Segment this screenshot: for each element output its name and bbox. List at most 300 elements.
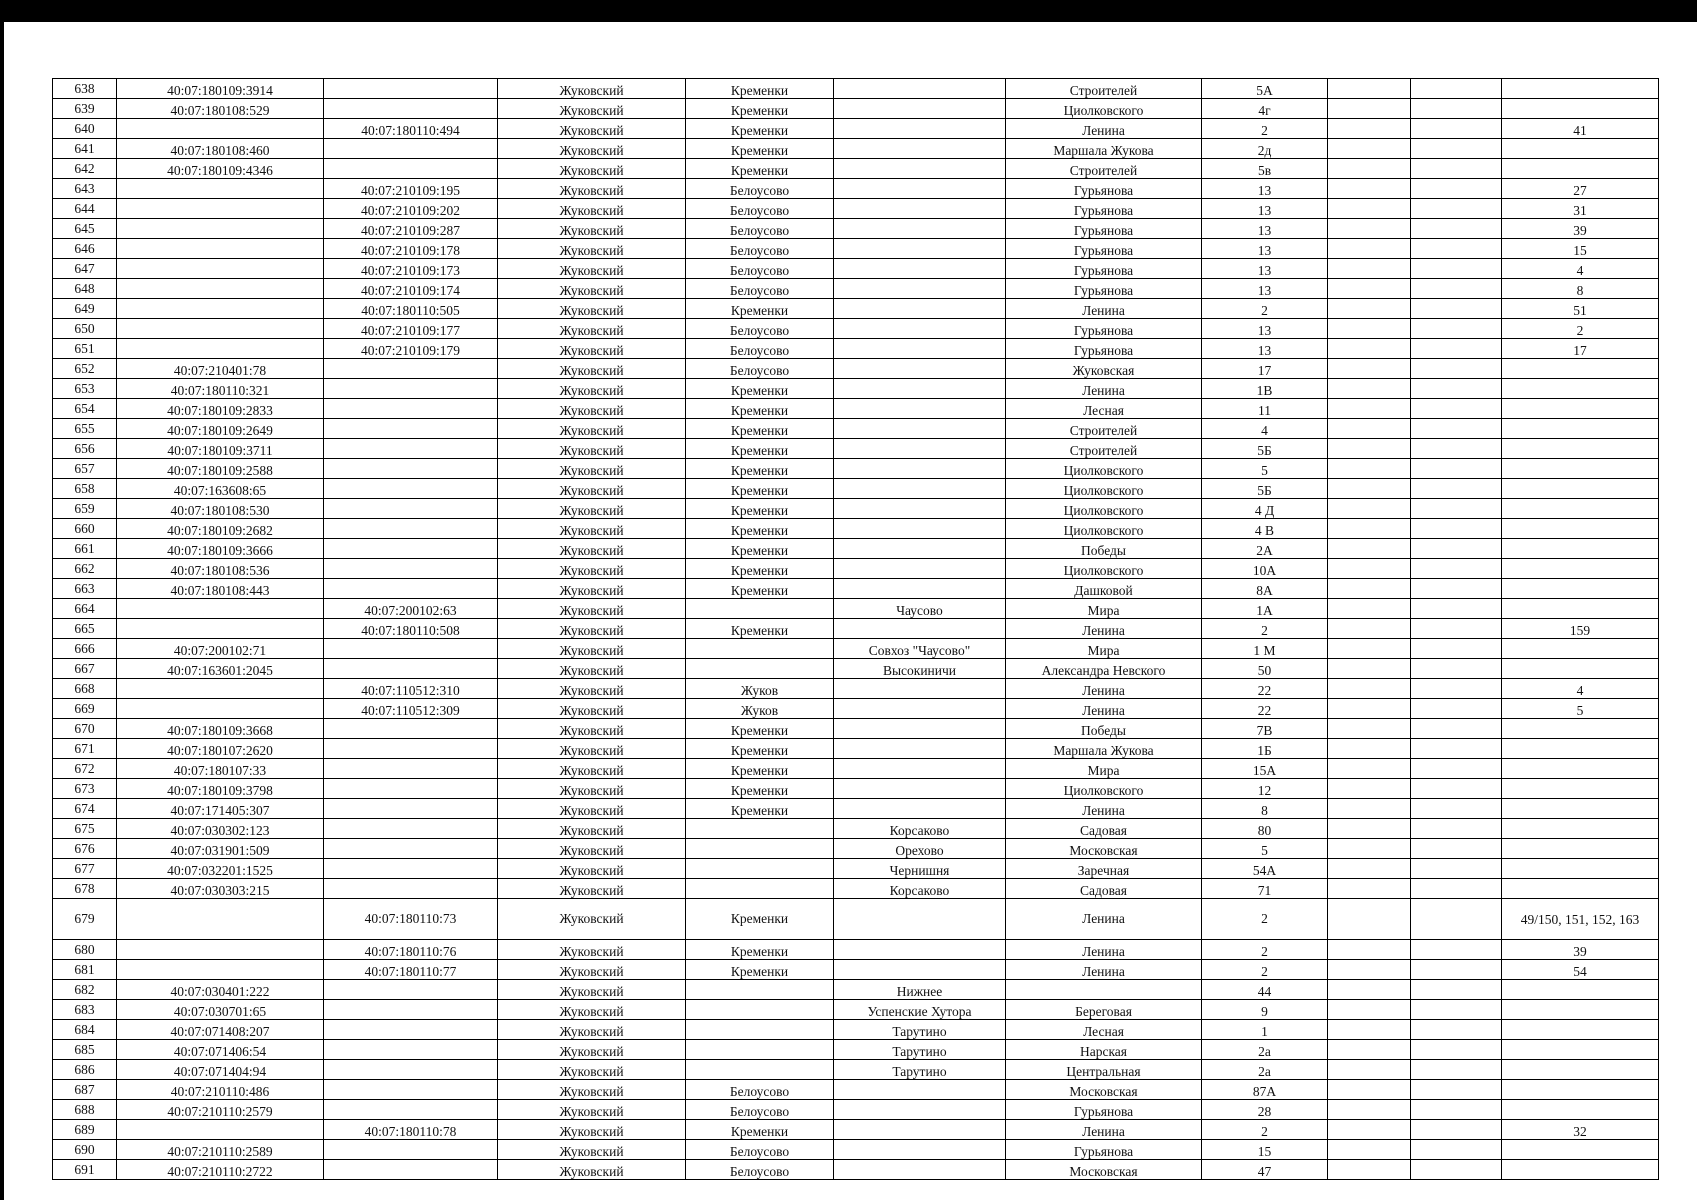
street-cell: Ленина — [1006, 299, 1202, 319]
cadastral-number-premises-cell: 40:07:180110:508 — [324, 619, 498, 639]
col-10-cell — [1411, 839, 1502, 859]
apartment-number-cell — [1502, 519, 1659, 539]
row-number-cell: 665 — [53, 619, 117, 639]
house-number-cell: 15 — [1202, 1140, 1328, 1160]
row-number-cell: 677 — [53, 859, 117, 879]
col-9-cell — [1328, 79, 1411, 99]
locality-cell — [834, 940, 1006, 960]
settlement-cell — [686, 599, 834, 619]
district-cell: Жуковский — [498, 960, 686, 980]
table-row — [53, 159, 1659, 179]
street-cell: Ленина — [1006, 679, 1202, 699]
house-number-cell: 71 — [1202, 879, 1328, 899]
district-cell: Жуковский — [498, 759, 686, 779]
row-number-cell: 675 — [53, 819, 117, 839]
apartment-number-cell — [1502, 1040, 1659, 1060]
street-cell: Садовая — [1006, 819, 1202, 839]
apartment-number-cell — [1502, 79, 1659, 99]
house-number-cell: 5 — [1202, 839, 1328, 859]
row-number-cell: 676 — [53, 839, 117, 859]
district-cell: Жуковский — [498, 699, 686, 719]
apartment-number-cell: 4 — [1502, 259, 1659, 279]
locality-cell: Успенские Хутора — [834, 1000, 1006, 1020]
cadastral-number-premises-cell: 40:07:210109:202 — [324, 199, 498, 219]
apartment-number-cell — [1502, 499, 1659, 519]
table-row — [53, 419, 1659, 439]
col-10-cell — [1411, 1100, 1502, 1120]
col-9-cell — [1328, 379, 1411, 399]
table-row — [53, 1160, 1659, 1180]
col-10-cell — [1411, 179, 1502, 199]
locality-cell — [834, 899, 1006, 940]
street-cell: Ленина — [1006, 899, 1202, 940]
street-cell: Лесная — [1006, 1020, 1202, 1040]
settlement-cell — [686, 639, 834, 659]
street-cell: Гурьянова — [1006, 1100, 1202, 1120]
house-number-cell: 7В — [1202, 719, 1328, 739]
apartment-number-cell — [1502, 1160, 1659, 1180]
settlement-cell: Кременки — [686, 399, 834, 419]
cadastral-number-land-cell — [117, 899, 324, 940]
street-cell: Гурьянова — [1006, 219, 1202, 239]
row-number-cell: 647 — [53, 259, 117, 279]
col-9-cell — [1328, 279, 1411, 299]
street-cell: Нарская — [1006, 1040, 1202, 1060]
row-number-cell: 662 — [53, 559, 117, 579]
table-row — [53, 79, 1659, 99]
district-cell: Жуковский — [498, 419, 686, 439]
district-cell: Жуковский — [498, 299, 686, 319]
apartment-number-cell: 41 — [1502, 119, 1659, 139]
street-cell: Циолковского — [1006, 519, 1202, 539]
house-number-cell: 5в — [1202, 159, 1328, 179]
district-cell: Жуковский — [498, 739, 686, 759]
cadastral-number-premises-cell — [324, 839, 498, 859]
apartment-number-cell — [1502, 779, 1659, 799]
apartment-number-cell — [1502, 399, 1659, 419]
row-number-cell: 684 — [53, 1020, 117, 1040]
cadastral-number-premises-cell — [324, 79, 498, 99]
street-cell: Гурьянова — [1006, 239, 1202, 259]
row-number-cell: 652 — [53, 359, 117, 379]
district-cell: Жуковский — [498, 159, 686, 179]
settlement-cell: Кременки — [686, 439, 834, 459]
apartment-number-cell: 39 — [1502, 940, 1659, 960]
col-10-cell — [1411, 519, 1502, 539]
cadastral-number-land-cell: 40:07:210110:2589 — [117, 1140, 324, 1160]
col-9-cell — [1328, 1000, 1411, 1020]
house-number-cell: 5Б — [1202, 439, 1328, 459]
cadastral-number-premises-cell — [324, 1040, 498, 1060]
table-row — [53, 539, 1659, 559]
table-row — [53, 1040, 1659, 1060]
district-cell: Жуковский — [498, 199, 686, 219]
col-9-cell — [1328, 1160, 1411, 1180]
street-cell: Строителей — [1006, 79, 1202, 99]
settlement-cell: Кременки — [686, 719, 834, 739]
apartment-number-cell: 15 — [1502, 239, 1659, 259]
table-row — [53, 1100, 1659, 1120]
house-number-cell: 50 — [1202, 659, 1328, 679]
street-cell: Ленина — [1006, 799, 1202, 819]
cadastral-number-premises-cell — [324, 539, 498, 559]
col-9-cell — [1328, 499, 1411, 519]
district-cell: Жуковский — [498, 119, 686, 139]
cadastral-number-premises-cell: 40:07:180110:78 — [324, 1120, 498, 1140]
col-10-cell — [1411, 719, 1502, 739]
settlement-cell — [686, 1040, 834, 1060]
cadastral-number-land-cell: 40:07:163608:65 — [117, 479, 324, 499]
cadastral-number-premises-cell: 40:07:210109:178 — [324, 239, 498, 259]
col-9-cell — [1328, 1120, 1411, 1140]
apartment-number-cell — [1502, 479, 1659, 499]
apartment-number-cell — [1502, 459, 1659, 479]
settlement-cell: Кременки — [686, 459, 834, 479]
table-row — [53, 399, 1659, 419]
col-9-cell — [1328, 859, 1411, 879]
row-number-cell: 656 — [53, 439, 117, 459]
table-row — [53, 339, 1659, 359]
col-10-cell — [1411, 439, 1502, 459]
locality-cell — [834, 1080, 1006, 1100]
table-row — [53, 239, 1659, 259]
locality-cell — [834, 419, 1006, 439]
settlement-cell: Белоусово — [686, 359, 834, 379]
cadastral-number-premises-cell: 40:07:210109:177 — [324, 319, 498, 339]
col-10-cell — [1411, 339, 1502, 359]
locality-cell: Корсаково — [834, 819, 1006, 839]
locality-cell — [834, 739, 1006, 759]
table-row — [53, 639, 1659, 659]
district-cell: Жуковский — [498, 1020, 686, 1040]
cadastral-number-land-cell: 40:07:180108:460 — [117, 139, 324, 159]
apartment-number-cell: 8 — [1502, 279, 1659, 299]
cadastral-number-land-cell: 40:07:210110:486 — [117, 1080, 324, 1100]
table-row — [53, 940, 1659, 960]
cadastral-number-premises-cell — [324, 719, 498, 739]
apartment-number-cell — [1502, 1060, 1659, 1080]
locality-cell — [834, 759, 1006, 779]
settlement-cell: Кременки — [686, 299, 834, 319]
col-10-cell — [1411, 759, 1502, 779]
col-10-cell — [1411, 319, 1502, 339]
apartment-number-cell — [1502, 739, 1659, 759]
cadastral-number-land-cell: 40:07:180109:2588 — [117, 459, 324, 479]
row-number-cell: 638 — [53, 79, 117, 99]
street-cell: Заречная — [1006, 859, 1202, 879]
district-cell: Жуковский — [498, 1000, 686, 1020]
settlement-cell: Кременки — [686, 139, 834, 159]
col-9-cell — [1328, 659, 1411, 679]
locality-cell: Тарутино — [834, 1040, 1006, 1060]
street-cell: Циолковского — [1006, 499, 1202, 519]
col-9-cell — [1328, 779, 1411, 799]
col-9-cell — [1328, 739, 1411, 759]
apartment-number-cell — [1502, 379, 1659, 399]
col-10-cell — [1411, 539, 1502, 559]
col-9-cell — [1328, 879, 1411, 899]
col-9-cell — [1328, 219, 1411, 239]
row-number-cell: 643 — [53, 179, 117, 199]
cadastral-number-premises-cell — [324, 499, 498, 519]
street-cell: Лесная — [1006, 399, 1202, 419]
col-10-cell — [1411, 699, 1502, 719]
row-number-cell: 687 — [53, 1080, 117, 1100]
house-number-cell: 2 — [1202, 119, 1328, 139]
street-cell: Строителей — [1006, 159, 1202, 179]
cadastral-number-premises-cell — [324, 159, 498, 179]
table-row — [53, 779, 1659, 799]
cadastral-number-land-cell — [117, 699, 324, 719]
cadastral-number-land-cell — [117, 119, 324, 139]
table-row — [53, 699, 1659, 719]
table-row — [53, 579, 1659, 599]
house-number-cell: 5 — [1202, 459, 1328, 479]
cadastral-number-premises-cell — [324, 1020, 498, 1040]
settlement-cell: Жуков — [686, 679, 834, 699]
row-number-cell: 678 — [53, 879, 117, 899]
settlement-cell: Белоусово — [686, 239, 834, 259]
col-10-cell — [1411, 819, 1502, 839]
house-number-cell: 1 М — [1202, 639, 1328, 659]
apartment-number-cell — [1502, 359, 1659, 379]
cadastral-number-land-cell: 40:07:210110:2579 — [117, 1100, 324, 1120]
district-cell: Жуковский — [498, 1160, 686, 1180]
settlement-cell: Кременки — [686, 119, 834, 139]
house-number-cell: 1В — [1202, 379, 1328, 399]
house-number-cell: 2а — [1202, 1040, 1328, 1060]
row-number-cell: 641 — [53, 139, 117, 159]
district-cell: Жуковский — [498, 659, 686, 679]
locality-cell — [834, 619, 1006, 639]
col-9-cell — [1328, 960, 1411, 980]
settlement-cell: Белоусово — [686, 1080, 834, 1100]
col-9-cell — [1328, 99, 1411, 119]
street-cell: Ленина — [1006, 699, 1202, 719]
house-number-cell: 13 — [1202, 199, 1328, 219]
district-cell: Жуковский — [498, 599, 686, 619]
settlement-cell: Белоусово — [686, 179, 834, 199]
table-row — [53, 459, 1659, 479]
cadastral-number-land-cell — [117, 299, 324, 319]
house-number-cell: 1А — [1202, 599, 1328, 619]
cadastral-number-premises-cell: 40:07:180110:76 — [324, 940, 498, 960]
table-row — [53, 1120, 1659, 1140]
cadastral-number-premises-cell — [324, 1060, 498, 1080]
locality-cell: Тарутино — [834, 1020, 1006, 1040]
locality-cell: Чернишня — [834, 859, 1006, 879]
locality-cell — [834, 719, 1006, 739]
table-row — [53, 479, 1659, 499]
col-9-cell — [1328, 940, 1411, 960]
locality-cell — [834, 219, 1006, 239]
settlement-cell: Белоусово — [686, 1100, 834, 1120]
street-cell: Гурьянова — [1006, 279, 1202, 299]
settlement-cell: Кременки — [686, 79, 834, 99]
street-cell: Циолковского — [1006, 479, 1202, 499]
house-number-cell: 13 — [1202, 179, 1328, 199]
house-number-cell: 13 — [1202, 279, 1328, 299]
district-cell: Жуковский — [498, 439, 686, 459]
locality-cell — [834, 79, 1006, 99]
cadastral-number-premises-cell: 40:07:210109:287 — [324, 219, 498, 239]
cadastral-number-land-cell — [117, 599, 324, 619]
cadastral-number-premises-cell — [324, 419, 498, 439]
district-cell: Жуковский — [498, 339, 686, 359]
district-cell: Жуковский — [498, 779, 686, 799]
row-number-cell: 670 — [53, 719, 117, 739]
street-cell: Гурьянова — [1006, 339, 1202, 359]
district-cell: Жуковский — [498, 980, 686, 1000]
district-cell: Жуковский — [498, 319, 686, 339]
cadastral-number-premises-cell — [324, 579, 498, 599]
district-cell: Жуковский — [498, 1140, 686, 1160]
cadastral-number-premises-cell — [324, 779, 498, 799]
col-10-cell — [1411, 799, 1502, 819]
settlement-cell — [686, 1060, 834, 1080]
col-9-cell — [1328, 339, 1411, 359]
district-cell: Жуковский — [498, 1120, 686, 1140]
row-number-cell: 685 — [53, 1040, 117, 1060]
col-9-cell — [1328, 899, 1411, 940]
row-number-cell: 648 — [53, 279, 117, 299]
settlement-cell: Белоусово — [686, 219, 834, 239]
district-cell: Жуковский — [498, 899, 686, 940]
street-cell: Ленина — [1006, 619, 1202, 639]
settlement-cell — [686, 879, 834, 899]
col-10-cell — [1411, 1060, 1502, 1080]
col-9-cell — [1328, 519, 1411, 539]
table-row — [53, 799, 1659, 819]
row-number-cell: 683 — [53, 1000, 117, 1020]
locality-cell — [834, 499, 1006, 519]
apartment-number-cell — [1502, 879, 1659, 899]
house-number-cell: 8 — [1202, 799, 1328, 819]
table-row — [53, 519, 1659, 539]
street-cell: Московская — [1006, 1160, 1202, 1180]
locality-cell — [834, 960, 1006, 980]
cadastral-number-premises-cell — [324, 639, 498, 659]
table-row — [53, 679, 1659, 699]
district-cell: Жуковский — [498, 1100, 686, 1120]
col-9-cell — [1328, 119, 1411, 139]
apartment-number-cell: 31 — [1502, 199, 1659, 219]
house-number-cell: 2а — [1202, 1060, 1328, 1080]
row-number-cell: 690 — [53, 1140, 117, 1160]
col-9-cell — [1328, 619, 1411, 639]
settlement-cell: Белоусово — [686, 319, 834, 339]
table-row — [53, 259, 1659, 279]
locality-cell — [834, 559, 1006, 579]
col-10-cell — [1411, 779, 1502, 799]
settlement-cell — [686, 980, 834, 1000]
table-row — [53, 1020, 1659, 1040]
cadastral-number-premises-cell — [324, 519, 498, 539]
settlement-cell — [686, 839, 834, 859]
district-cell: Жуковский — [498, 679, 686, 699]
row-number-cell: 669 — [53, 699, 117, 719]
settlement-cell: Кременки — [686, 759, 834, 779]
settlement-cell: Кременки — [686, 479, 834, 499]
table-row — [53, 179, 1659, 199]
cadastral-number-land-cell: 40:07:200102:71 — [117, 639, 324, 659]
street-cell: Ленина — [1006, 379, 1202, 399]
district-cell: Жуковский — [498, 239, 686, 259]
district-cell: Жуковский — [498, 399, 686, 419]
cadastral-number-premises-cell — [324, 799, 498, 819]
col-10-cell — [1411, 679, 1502, 699]
row-number-cell: 664 — [53, 599, 117, 619]
cadastral-number-premises-cell: 40:07:210109:174 — [324, 279, 498, 299]
cadastral-number-land-cell: 40:07:171405:307 — [117, 799, 324, 819]
col-10-cell — [1411, 259, 1502, 279]
cadastral-number-premises-cell — [324, 399, 498, 419]
cadastral-number-land-cell: 40:07:180109:3711 — [117, 439, 324, 459]
settlement-cell: Кременки — [686, 559, 834, 579]
cadastral-number-land-cell — [117, 1120, 324, 1140]
district-cell: Жуковский — [498, 879, 686, 899]
cadastral-number-land-cell: 40:07:180109:2682 — [117, 519, 324, 539]
cadastral-number-land-cell: 40:07:180109:2833 — [117, 399, 324, 419]
row-number-cell: 651 — [53, 339, 117, 359]
house-number-cell: 4 В — [1202, 519, 1328, 539]
street-cell: Московская — [1006, 1080, 1202, 1100]
cadastral-number-premises-cell — [324, 359, 498, 379]
locality-cell: Чаусово — [834, 599, 1006, 619]
house-number-cell: 2 — [1202, 940, 1328, 960]
cadastral-number-land-cell — [117, 940, 324, 960]
settlement-cell: Кременки — [686, 519, 834, 539]
locality-cell — [834, 1140, 1006, 1160]
cadastral-number-land-cell: 40:07:180108:530 — [117, 499, 324, 519]
district-cell: Жуковский — [498, 1040, 686, 1060]
settlement-cell: Кременки — [686, 499, 834, 519]
settlement-cell: Кременки — [686, 799, 834, 819]
col-10-cell — [1411, 379, 1502, 399]
col-10-cell — [1411, 739, 1502, 759]
table-row — [53, 499, 1659, 519]
cadastral-number-land-cell: 40:07:180107:33 — [117, 759, 324, 779]
apartment-number-cell — [1502, 659, 1659, 679]
street-cell: Ленина — [1006, 119, 1202, 139]
settlement-cell: Кременки — [686, 539, 834, 559]
row-number-cell: 679 — [53, 899, 117, 940]
col-9-cell — [1328, 1100, 1411, 1120]
registry-table-body — [53, 79, 1659, 1180]
locality-cell: Совхоз "Чаусово" — [834, 639, 1006, 659]
district-cell: Жуковский — [498, 559, 686, 579]
locality-cell — [834, 299, 1006, 319]
col-10-cell — [1411, 859, 1502, 879]
street-cell: Победы — [1006, 539, 1202, 559]
locality-cell — [834, 439, 1006, 459]
col-9-cell — [1328, 819, 1411, 839]
street-cell: Гурьянова — [1006, 319, 1202, 339]
settlement-cell: Кременки — [686, 579, 834, 599]
cadastral-number-premises-cell: 40:07:210109:173 — [324, 259, 498, 279]
table-row — [53, 1000, 1659, 1020]
street-cell: Береговая — [1006, 1000, 1202, 1020]
table-row — [53, 139, 1659, 159]
house-number-cell: 8А — [1202, 579, 1328, 599]
cadastral-number-premises-cell — [324, 379, 498, 399]
house-number-cell: 2А — [1202, 539, 1328, 559]
col-10-cell — [1411, 1160, 1502, 1180]
col-9-cell — [1328, 299, 1411, 319]
col-9-cell — [1328, 359, 1411, 379]
registry-table — [52, 78, 1659, 1180]
locality-cell — [834, 399, 1006, 419]
